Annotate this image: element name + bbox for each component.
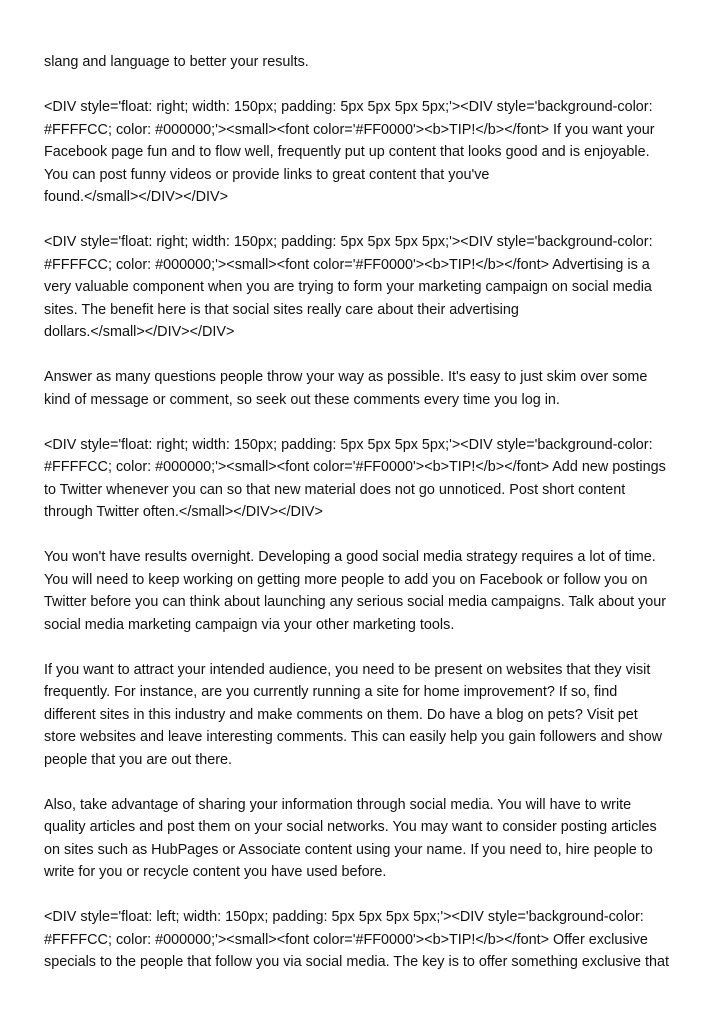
text-line: different sites in this industry and make comments on them. Do have a blog on pets? Visit pet <box>44 706 638 723</box>
text-line: very valuable component when you are trying to form your marketing campaign on social media <box>44 279 652 295</box>
text-line: social media marketing campaign via your other marketing tools. <box>44 616 455 633</box>
text-line: #FFFFCC; color: #000000;'><small><font color='#FF0000'><b>TIP!</b></font> Offer exclusive <box>44 931 648 948</box>
text-line: sites. The benefit here is that social sites really care about their advertising <box>44 301 519 318</box>
text-line: found.</small></DIV></DIV> <box>44 189 228 205</box>
paragraph-tip-twitter <box>44 434 692 524</box>
text-line: on sites such as HubPages or Associate content using your name. If you need to, hire people to <box>44 841 653 858</box>
paragraph-results-overnight <box>44 546 692 636</box>
paragraph-answer-questions <box>44 366 692 411</box>
text-line: <DIV style='float: right; width: 150px; padding: 5px 5px 5px 5px;'><DIV style='background-color: <box>44 99 653 115</box>
text-line: You will need to keep working on getting more people to add you on Facebook or follow you on <box>44 571 648 588</box>
text-line: to Twitter whenever you can so that new material does not go unnoticed. Post short content <box>44 481 626 498</box>
text-line: through Twitter often.</small></DIV></DIV> <box>44 504 323 520</box>
text-line: frequently. For instance, are you currently running a site for home improvement? If so, find <box>44 684 618 700</box>
document-page <box>44 51 692 996</box>
text-line: specials to the people that follow you via social media. The key is to offer something exclusive that <box>44 954 670 970</box>
text-line: You can post funny videos or provide links to great content that you've <box>44 166 490 183</box>
text-line: Answer as many questions people throw your way as possible. It's easy to just skim over some <box>44 369 648 385</box>
text-line: You won't have results overnight. Developing a good social media strategy requires a lot of time. <box>44 549 656 565</box>
paragraph-slang <box>44 51 692 74</box>
text-line: <DIV style='float: right; width: 150px; padding: 5px 5px 5px 5px;'><DIV style='background-color: <box>44 436 653 453</box>
text-line: Twitter before you can think about launching any serious social media campaigns. Talk about your <box>44 594 667 610</box>
text-line: <DIV style='float: left; width: 150px; padding: 5px 5px 5px 5px;'><DIV style='background-color: <box>44 909 644 925</box>
text-line: Also, take advantage of sharing your information through social media. You will have to write <box>44 796 632 813</box>
paragraph-sharing-information <box>44 794 692 884</box>
text-line: <DIV style='float: right; width: 150px; padding: 5px 5px 5px 5px;'><DIV style='background-color: <box>44 234 653 250</box>
text-line: store websites and leave interesting comments. This can easily help you gain followers and show <box>44 729 663 745</box>
paragraph-tip-facebook <box>44 96 692 209</box>
paragraph-tip-exclusive-specials <box>44 906 692 974</box>
paragraph-intended-audience <box>44 659 692 772</box>
text-line: kind of message or comment, so seek out these comments every time you log in. <box>44 391 560 408</box>
text-line: quality articles and post them on your social networks. You may want to consider posting articles <box>44 819 657 835</box>
text-line: If you want to attract your intended audience, you need to be present on websites that they visit <box>44 661 651 678</box>
text-line: write for you or recycle content you have used before. <box>44 864 387 880</box>
text-line: dollars.</small></DIV></DIV> <box>44 324 235 340</box>
text-line: #FFFFCC; color: #000000;'><small><font color='#FF0000'><b>TIP!</b></font> Advertising is a <box>44 256 650 273</box>
paragraph-tip-advertising <box>44 231 692 344</box>
text-line: people that you are out there. <box>44 751 233 768</box>
text-line: #FFFFCC; color: #000000;'><small><font color='#FF0000'><b>TIP!</b></font> If you want your <box>44 121 655 138</box>
text-line: #FFFFCC; color: #000000;'><small><font color='#FF0000'><b>TIP!</b></font> Add new postings <box>44 459 666 475</box>
text-line: slang and language to better your results. <box>44 54 309 70</box>
text-line: Facebook page fun and to flow well, frequently put up content that looks good and is enjoyable. <box>44 144 650 160</box>
